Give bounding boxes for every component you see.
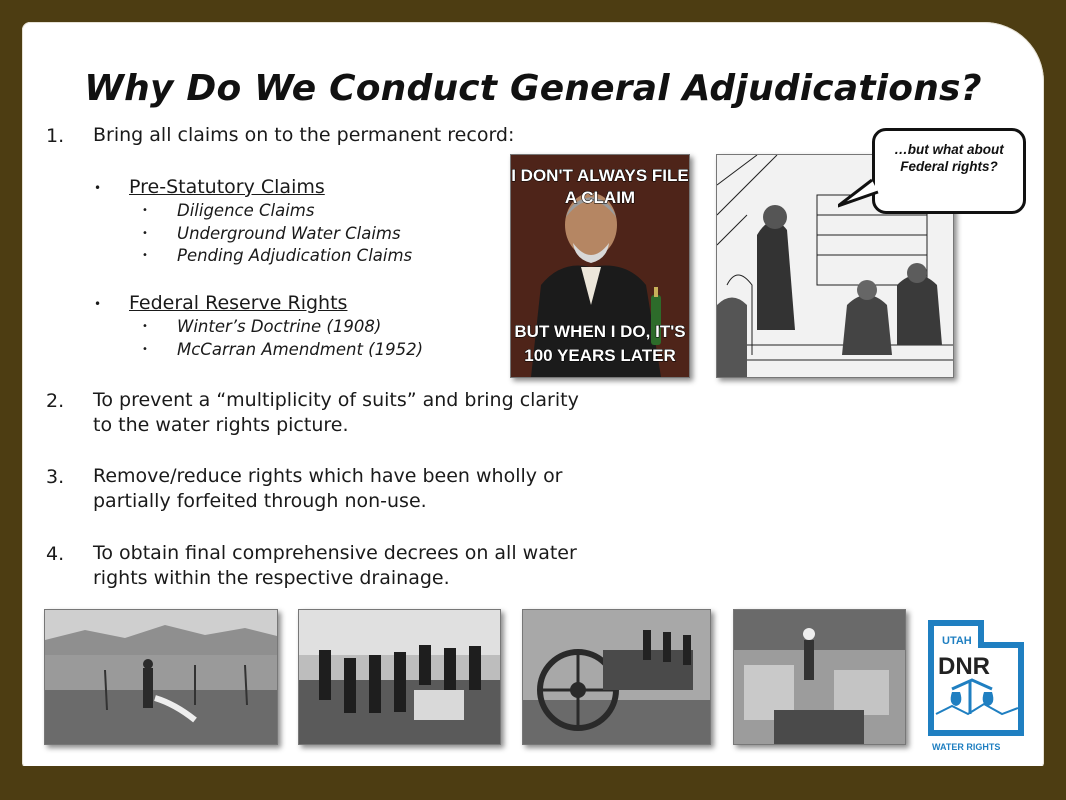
meme-bottom-line2: 100 YEARS LATER <box>524 346 676 365</box>
item-text: to the water rights picture. <box>93 414 349 436</box>
item-number: 1. <box>46 125 65 147</box>
bullet-dot: • <box>142 321 148 332</box>
list-item: Winter’s Doctrine (1908) <box>177 317 382 336</box>
item-text: Remove/reduce rights which have been wholly or <box>93 465 563 487</box>
utah-dnr-logo <box>922 614 1032 754</box>
meme-top-line1: I DON'T ALWAYS FILE <box>511 166 689 185</box>
historic-photo-well <box>44 609 278 745</box>
item-text: Bring all claims on to the permanent record: <box>93 124 515 146</box>
callout-tail <box>838 178 882 208</box>
logo-bottom-text: WATER RIGHTS <box>932 742 1001 752</box>
meme-top-line2: A CLAIM <box>564 188 636 207</box>
slide-bottom-band <box>22 766 1044 776</box>
speech-callout <box>872 128 1026 214</box>
bullet-dot: • <box>142 205 148 216</box>
item-text: To prevent a “multiplicity of suits” and bring clarity <box>93 389 579 411</box>
meme-image <box>510 154 690 378</box>
bullet-dot: • <box>94 297 102 311</box>
item-number: 3. <box>46 466 65 488</box>
historic-photo-headgate <box>733 609 906 745</box>
subsection-heading: Pre-Statutory Claims <box>129 176 325 198</box>
logo-dnr-text: DNR <box>938 653 990 680</box>
list-item: Diligence Claims <box>177 201 315 220</box>
item-number: 4. <box>46 543 65 565</box>
item-text: rights within the respective drainage. <box>93 567 450 589</box>
slide-title: Why Do We Conduct General Adjudications? <box>84 68 982 109</box>
bullet-dot: • <box>94 181 102 195</box>
item-text: partially forfeited through non-use. <box>93 490 427 512</box>
subsection-heading: Federal Reserve Rights <box>129 292 348 314</box>
item-number: 2. <box>46 390 65 412</box>
logo-top-text: UTAH <box>942 635 972 647</box>
item-text: To obtain final comprehensive decrees on all water <box>93 542 577 564</box>
list-item: McCarran Amendment (1952) <box>177 340 424 359</box>
historic-photo-wagon <box>522 609 711 745</box>
bullet-dot: • <box>142 228 148 239</box>
bullet-dot: • <box>142 250 148 261</box>
bullet-dot: • <box>142 344 148 355</box>
historic-photo-crew <box>298 609 501 745</box>
callout-text: …but what about Federal rights? <box>894 142 1004 174</box>
meme-bottom-line1: BUT WHEN I DO, IT'S <box>514 322 686 341</box>
list-item: Underground Water Claims <box>177 224 401 243</box>
list-item: Pending Adjudication Claims <box>177 246 413 265</box>
